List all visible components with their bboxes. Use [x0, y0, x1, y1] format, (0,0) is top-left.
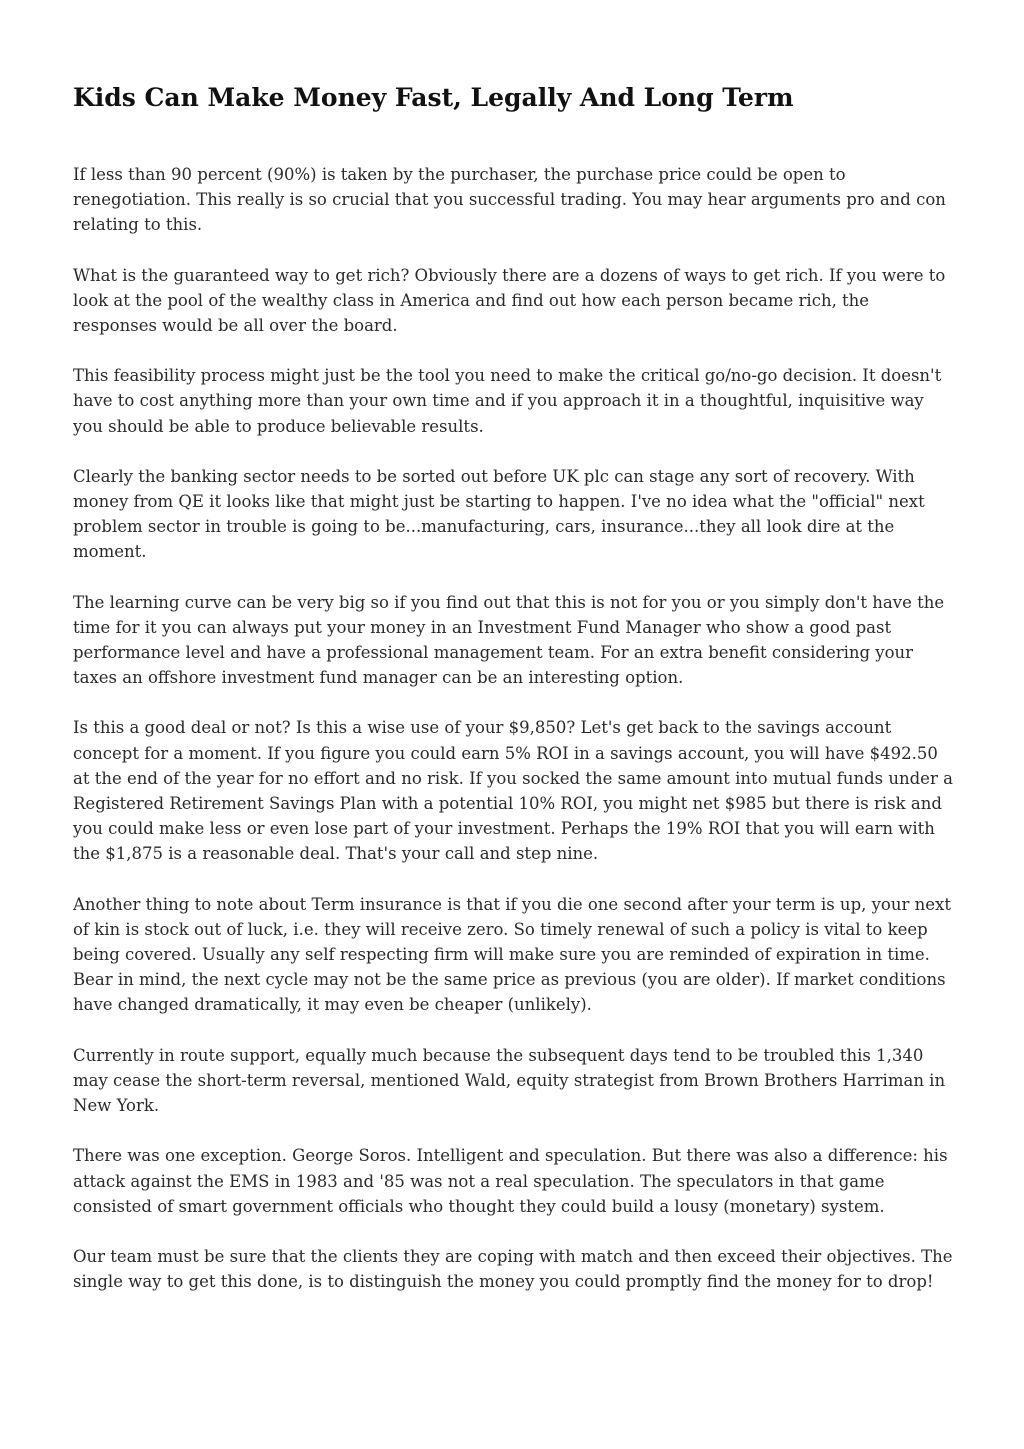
paragraph-9: There was one exception. George Soros. Intelligent and speculation. But there was also a difference: his attack against the EMS in 1983 and '85 was not a real speculation. The speculators in that game consisted of smart government officials who thought they could build a lousy (monetary) system. — [73, 1146, 948, 1216]
paragraph-5: The learning curve can be very big so if you find out that this is not for you or you simply don't have the time for it you can always put your money in an Investment Fund Manager who show a good past performance level and have a professional management team. For an extra benefit considering your taxes an offshore investment fund manager can be an interesting option. — [73, 592, 945, 688]
document-body — [73, 162, 953, 1294]
paragraph-6: Is this a good deal or not? Is this a wise use of your $9,850? Let's get back to the savings account concept for a moment. If you figure you could earn 5% ROI in a savings account, you will have $492.50 at the end of the year for no effort and no risk. If you socked the same amount into mutual funds under a Registered Retirement Savings Plan with a potential 10% ROI, you might net $985 but there is risk and you could make less or even lose part of your investment. Perhaps the 19% ROI that you will earn with the $1,875 is a reasonable deal. That's your call and step nine. — [73, 718, 953, 864]
paragraph-3: This feasibility process might just be the tool you need to make the critical go/no-go decision. It doesn't have to cost anything more than your own time and if you approach it in a thoughtful, inquisitive way you should be able to produce believable results. — [73, 366, 942, 436]
paragraph-8: Currently in route support, equally much because the subsequent days tend to be troubled this 1,340 may cease the short-term reversal, mentioned Wald, equity strategist from Brown Brothers Harriman in New York. — [73, 1045, 946, 1116]
paragraph-2: What is the guaranteed way to get rich? Obviously there are a dozens of ways to get rich. If you were to look at the pool of the wealthy class in America and find out how each person became rich, the responses would be all over the board. — [73, 265, 946, 336]
paragraph-4: Clearly the banking sector needs to be sorted out before UK plc can stage any sort of recovery. With money from QE it looks like that might just be starting to happen. I've no idea what the "official" next problem sector in trouble is going to be...manufacturing, cars, insurance...they all look dire at the moment. — [73, 466, 925, 562]
paragraph-7: Another thing to note about Term insurance is that if you die one second after your term is up, your next of kin is stock out of luck, i.e. they will receive zero. So timely renewal of such a policy is vital to keep being covered. Usually any self respecting firm will make sure you are reminded of expiration in time. Bear in mind, the next cycle may not be the same price as previous (you are older). If market conditions have changed dramatically, it may even be cheaper (unlikely). — [73, 894, 951, 1015]
paragraph-1: If less than 90 percent (90%) is taken by the purchaser, the purchase price could be open to renegotiation. This really is so crucial that you successful trading. You may hear arguments pro and con relating to this. — [73, 165, 946, 235]
page-title: Kids Can Make Money Fast, Legally And Long Term — [73, 83, 794, 112]
paragraph-10: Our team must be sure that the clients they are coping with match and then exceed their objectives. The single way to get this done, is to distinguish the money you could promptly find the money for to drop! — [73, 1246, 953, 1292]
document-page — [73, 82, 953, 1319]
